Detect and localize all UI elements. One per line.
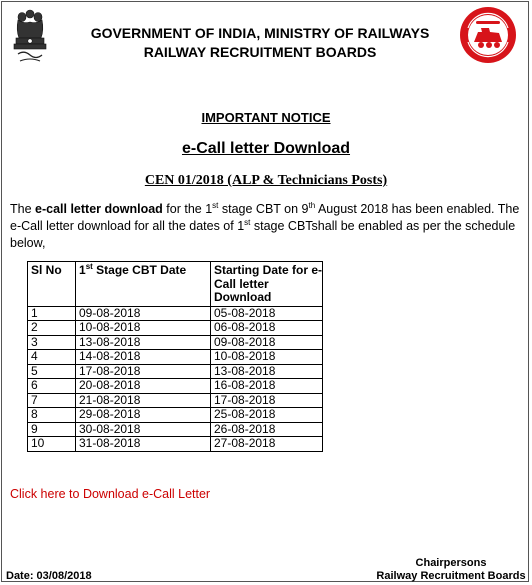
cen-title: CEN 01/2018 (ALP & Technicians Posts)	[144, 173, 388, 188]
indian-railways-logo-icon	[459, 6, 517, 64]
table-row	[28, 350, 323, 365]
cell-cbt: 21-08-2018	[76, 393, 211, 408]
national-emblem-icon	[10, 8, 50, 70]
ecall-title: e-Call letter Download	[181, 140, 351, 157]
table-row	[28, 437, 323, 452]
cell-sl: 8	[28, 408, 76, 423]
table-row	[28, 393, 323, 408]
cell-start: 27-08-2018	[211, 437, 323, 452]
cell-cbt: 29-08-2018	[76, 408, 211, 423]
cell-sl: 3	[28, 335, 76, 350]
cell-start: 09-08-2018	[211, 335, 323, 350]
table-header-row	[28, 262, 323, 307]
cell-cbt: 17-08-2018	[76, 364, 211, 379]
download-ecall-link[interactable]: Click here to Download e-Call Letter	[10, 487, 211, 501]
ecall-download-bold: e-call letter download	[35, 202, 163, 216]
header-cbt-date: 1st Stage CBT Date	[76, 262, 211, 307]
cell-sl: 7	[28, 393, 76, 408]
cell-start: 06-08-2018	[211, 321, 323, 336]
notice-date: Date: 03/08/2018	[6, 570, 92, 582]
cell-cbt: 10-08-2018	[76, 321, 211, 336]
cell-sl: 5	[28, 364, 76, 379]
cell-sl: 1	[28, 306, 76, 321]
cell-cbt: 20-08-2018	[76, 379, 211, 394]
table-row	[28, 379, 323, 394]
header-start-date: Starting Date for e-Call letter Download	[211, 262, 323, 307]
schedule-table	[27, 261, 323, 452]
cell-sl: 2	[28, 321, 76, 336]
table-row	[28, 408, 323, 423]
cell-cbt: 13-08-2018	[76, 335, 211, 350]
cell-cbt: 30-08-2018	[76, 422, 211, 437]
cell-sl: 4	[28, 350, 76, 365]
cell-start: 17-08-2018	[211, 393, 323, 408]
important-notice-title: IMPORTANT NOTICE	[201, 110, 331, 125]
table-row	[28, 364, 323, 379]
cell-cbt: 09-08-2018	[76, 306, 211, 321]
cell-sl: 6	[28, 379, 76, 394]
table-row	[28, 335, 323, 350]
notice-paragraph: The e-call letter download for the 1st stage CBT on 9th August 2018 has been enabled. The e-Call letter download for all the dates of 1st stage CBTshall be enabled as per the schedule below,	[10, 200, 520, 250]
signature-block	[376, 557, 526, 583]
cell-cbt: 31-08-2018	[76, 437, 211, 452]
cell-start: 26-08-2018	[211, 422, 323, 437]
table-row	[28, 321, 323, 336]
header-rrb: RAILWAY RECRUITMENT BOARDS	[143, 44, 377, 60]
cell-sl: 9	[28, 422, 76, 437]
cell-start: 16-08-2018	[211, 379, 323, 394]
cell-start: 13-08-2018	[211, 364, 323, 379]
table-row	[28, 306, 323, 321]
cell-sl: 10	[28, 437, 76, 452]
cell-start: 25-08-2018	[211, 408, 323, 423]
rrb-label: Railway Recruitment Boards	[376, 570, 526, 582]
table-row	[28, 422, 323, 437]
header-ministry: GOVERNMENT OF INDIA, MINISTRY OF RAILWAYS	[90, 25, 430, 41]
chairpersons-label: Chairpersons	[415, 557, 487, 569]
cell-cbt: 14-08-2018	[76, 350, 211, 365]
header-sl-no: Sl No	[28, 262, 76, 307]
cell-start: 05-08-2018	[211, 306, 323, 321]
cell-start: 10-08-2018	[211, 350, 323, 365]
